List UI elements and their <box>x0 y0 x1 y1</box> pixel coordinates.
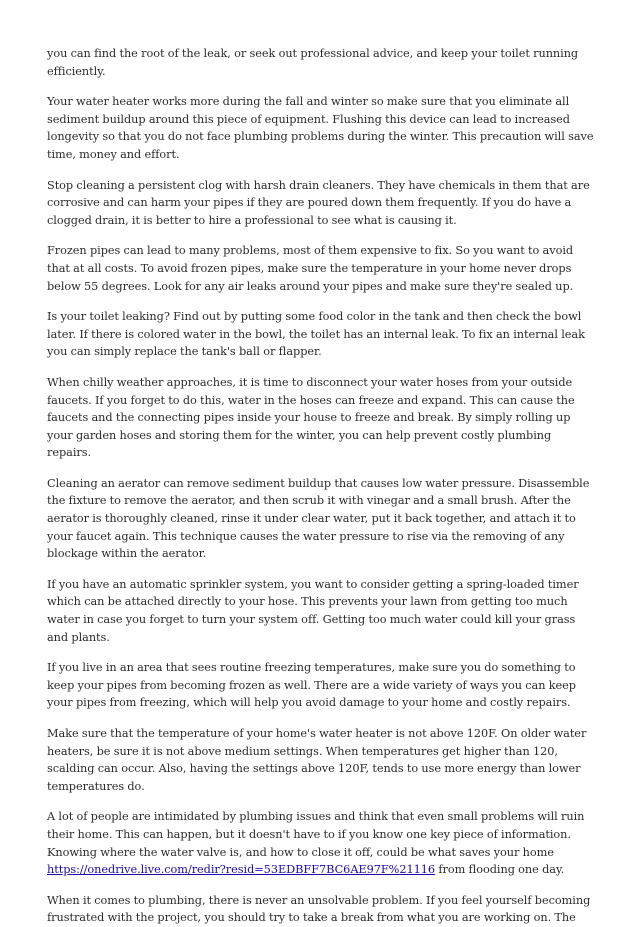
paragraph-water-hoses: When chilly weather approaches, it is time to disconnect your water hoses from your outside faucets. If you forget to do this, water in the hoses can freeze and expand. This can cause the faucets and the connecting pipes inside your house to freeze and break. By simply rolling up your garden hoses and storing them for the winter, you can help prevent costly plumbing repairs. <box>47 375 575 460</box>
paragraph-freezing-temperatures: If you live in an area that sees routine freezing temperatures, make sure you do something to keep your pipes from becoming frozen as well. There are a wide variety of ways you can keep your pipes from freezing, which will help you avoid damage to your home and costly repairs. <box>47 661 576 710</box>
paragraph-unsolvable-problem: When it comes to plumbing, there is never an unsolvable problem. If you feel yourself becoming frustrated with the project, you should try to take a break from what you are working on. The <box>47 893 591 925</box>
paragraph-water-valve <box>47 808 594 878</box>
onedrive-link[interactable]: https://onedrive.live.com/redir?resid=53EDBFF7BC6AE97F%21116 <box>47 863 436 877</box>
paragraph-frozen-pipes: Frozen pipes can lead to many problems, most of them expensive to fix. So you want to avoid that at all costs. To avoid frozen pipes, make sure the temperature in your home never drops below 55 degrees. Look for any air leaks around your pipes and make sure they're sealed up. <box>47 244 574 293</box>
paragraph-water-heater: Your water heater works more during the fall and winter so make sure that you eliminate all sediment buildup around this piece of equipment. Flushing this device can lead to increased longevity so that you do not face plumbing problems during the winter. This precaution will save time, money and effort. <box>47 95 594 161</box>
paragraph-leak-advice: you can find the root of the leak, or seek out professional advice, and keep your toilet running efficiently. <box>47 47 579 78</box>
paragraph-heater-temperature: Make sure that the temperature of your home's water heater is not above 120F. On older water heaters, be sure it is not above medium settings. When temperatures get higher than 120, scalding can occur. Also, having the settings above 120F, tends to use more energy than lower temperatures do. <box>47 727 587 793</box>
paragraph-water-valve-text-after: from flooding one day. <box>435 863 565 877</box>
paragraph-water-valve-text-before: A lot of people are intimidated by plumbing issues and think that even small problems will ruin their home. This can happen, but it doesn't have to if you know one key piece of information. Knowing where the water valve is, and how to close it off, could be what saves your home <box>47 810 585 859</box>
paragraph-sprinkler: If you have an automatic sprinkler system, you want to consider getting a spring-loaded timer which can be attached directly to your hose. This prevents your lawn from getting too much water in case you forget to turn your system off. Getting too much water could kill your grass and plants. <box>47 577 579 644</box>
paragraph-aerator: Cleaning an aerator can remove sediment buildup that causes low water pressure. Disassemble the fixture to remove the aerator, and then scrub it with vinegar and a small brush. After the aerator is thoroughly cleaned, rinse it under clear water, put it back together, and attach it to your faucet again. This technique causes the water pressure to rise via the removing of any blockage within the aerator. <box>47 476 590 561</box>
paragraph-drain-cleaners: Stop cleaning a persistent clog with harsh drain cleaners. They have chemicals in them that are corrosive and can harm your pipes if they are poured down them frequently. If you do have a clogged drain, it is better to hire a professional to see what is causing it. <box>47 178 590 227</box>
paragraph-toilet-leak: Is your toilet leaking? Find out by putting some food color in the tank and then check the bowl later. If there is colored water in the bowl, the toilet has an internal leak. To fix an internal leak you can simply replace the tank's ball or flapper. <box>47 310 585 359</box>
